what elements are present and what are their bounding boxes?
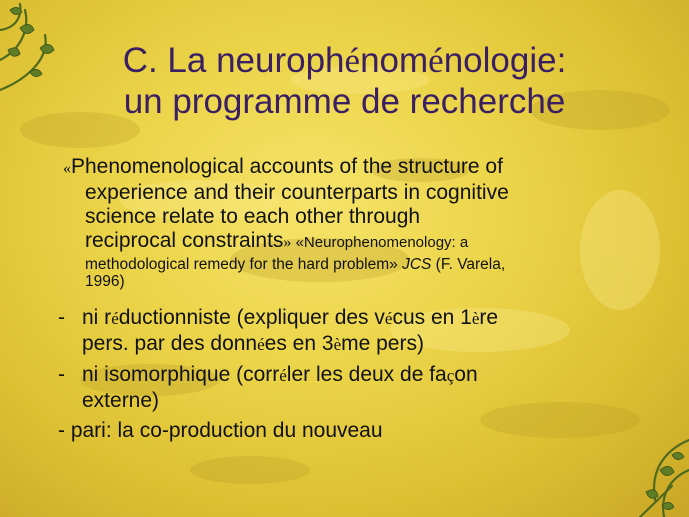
title-line-1: C. La neurophénoménologie: — [122, 41, 567, 80]
quote-paragraph: «Phenomenological accounts of the structure of experience and their counterparts in cognitive science relate to each other through reciprocal constraints» «Neurophenomenology: a — [63, 155, 509, 252]
title-line-2: un programme de recherche — [123, 82, 566, 121]
bullet-item-reductionniste: - ni réductionniste (expliquer des vécus en 1ère pers. par des données en 3ème pers) — [58, 306, 499, 355]
quote-citation: methodological remedy for the hard problem» JCS (F. Varela, 1996) — [85, 256, 506, 290]
vine-leaves-bottom-right — [646, 452, 684, 509]
bullet-item-isomorphique: - ni isomorphique (corréler les deux de façon externe) — [58, 363, 478, 412]
slide-body — [58, 155, 683, 443]
open-quote-mark: « — [63, 160, 71, 177]
bullet-item-pari: - pari: la co-production du nouveau — [58, 419, 383, 442]
slide-title — [0, 40, 689, 122]
journal-name: JCS — [402, 256, 432, 273]
